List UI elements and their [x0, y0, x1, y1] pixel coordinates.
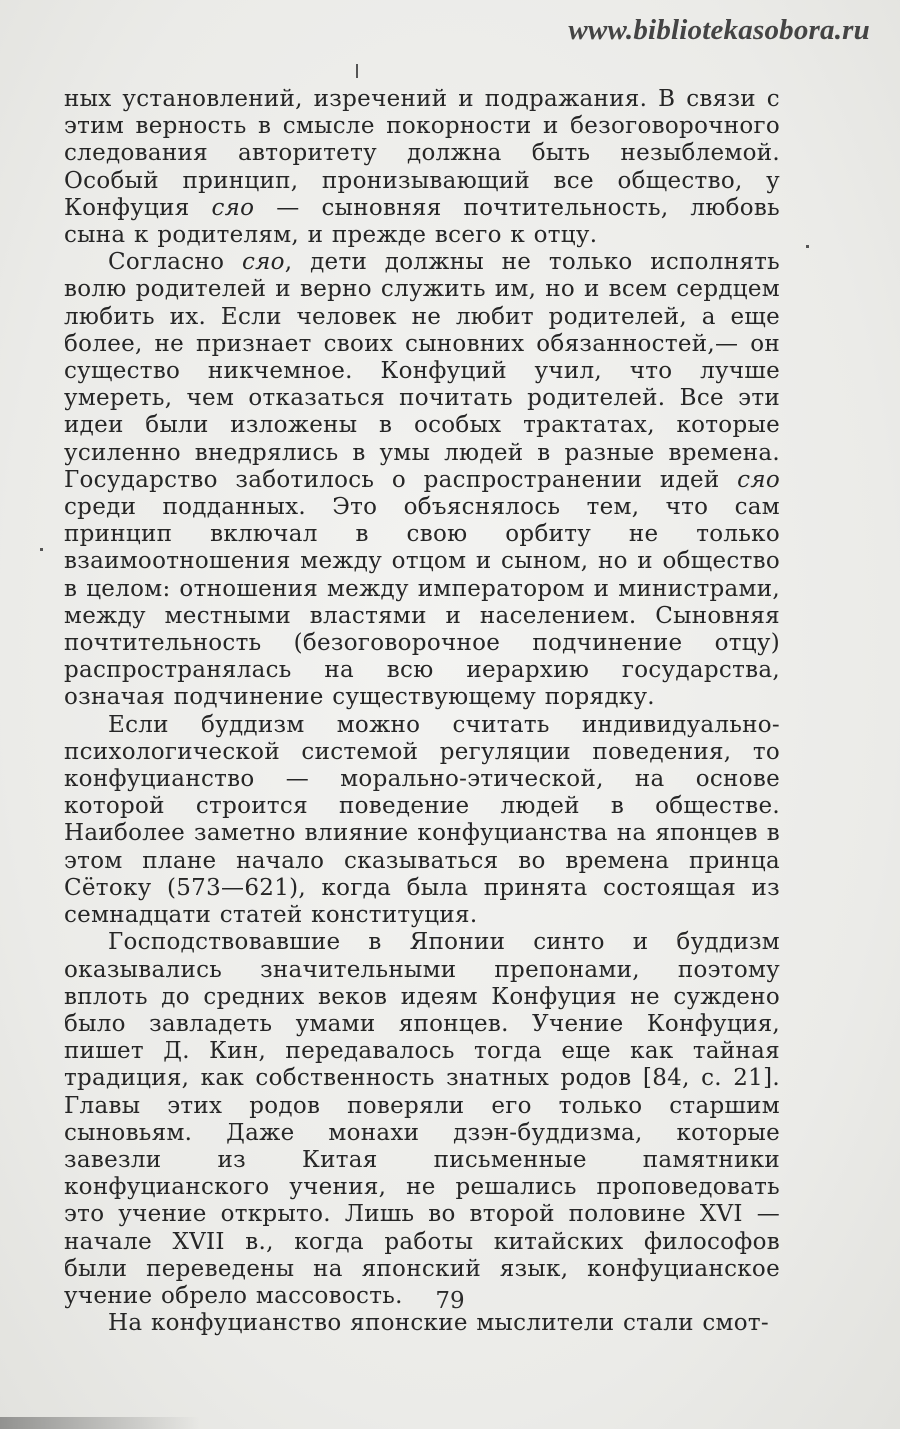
site-watermark: www.bibliotekasobora.ru [568, 14, 870, 46]
text-run: — сыновняя почтительность, любовь сына к родителям, и прежде всего к отцу. [64, 194, 780, 249]
text-run: среди подданных. Это объяснялось тем, что сам принцип включал в свою орбиту не только взаимоотношения между отцом и сыном, но и общество в целом: отношения между императором и министрами, между местными властями и населением. Сыновняя почтительность (безоговорочное подчинение отцу) распространялась на всю иерархию государства, означая подчинение существующему порядку. [64, 494, 780, 711]
paragraph [64, 712, 780, 930]
scan-edge-smudge [0, 1417, 200, 1429]
scan-speck [356, 64, 358, 78]
scan-speck [40, 548, 43, 551]
italic-term: сяо [211, 194, 255, 221]
text-run: На конфуцианство японские мыслители стали смот- [108, 1310, 769, 1337]
text-run: Согласно [108, 249, 242, 276]
paragraph [64, 86, 780, 249]
text-run: , дети должны не только исполнять волю родителей и верно служить им, но и всем сердцем любить их. Если человек не любит родителей, а еще более, не признает своих сыновних обязанностей,— он существо никчемное. Конфуций учил, что лучше умереть, чем отказаться почитать родителей. Все эти идеи были изложены в особых трактатах, которые усиленно внедрялись в умы людей в разные времена. Государство заботилось о распространении идей [64, 249, 780, 493]
paragraph [64, 249, 780, 711]
paragraph [64, 929, 780, 1310]
scan-speck [806, 245, 809, 248]
text-run: Если буддизм можно считать индивидуально-психологической системой регуляции поведения, то конфуцианство — морально-этической, на основе которой строится поведение людей в обществе. Наиболее заметно влияние конфуцианства на японцев в этом плане начало сказываться во времена принца Сётоку (573—621), когда была принята состоящая из семнадцати статей конституция. [64, 711, 780, 929]
italic-term: сяо [737, 466, 780, 493]
text-run: ных установлений, изречений и подражания. В связи с этим верность в смысле покорности и безоговорочного следования авторитету должна быть незыблемой. Особый принцип, пронизывающий все общество, у Конфуция [64, 86, 780, 221]
page-number: 79 [435, 1288, 465, 1314]
paragraph [64, 1310, 780, 1337]
italic-term: сяо [241, 249, 285, 276]
text-run: Господствовавшие в Японии синто и буддизм оказывались значительными препонами, поэтому вплоть до средних веков идеям Конфуция не суждено было завладеть умами японцев. Учение Конфуция, пишет Д. Кин, передавалось тогда еще как тайная традиция, как собственность знатных родов [84, с. 21]. Главы этих родов поверяли его только старшим сыновьям. Даже монахи дзэн-буддизма, которые завезли из Китая письменные памятники конфуцианского учения, не решались проповедовать это учение открыто. Лишь во второй половине XVI — начале XVII в., когда работы китайских философов были переведены на японский язык, конфуцианское учение обрело массовость. [64, 929, 780, 1309]
body-text [64, 86, 780, 1337]
